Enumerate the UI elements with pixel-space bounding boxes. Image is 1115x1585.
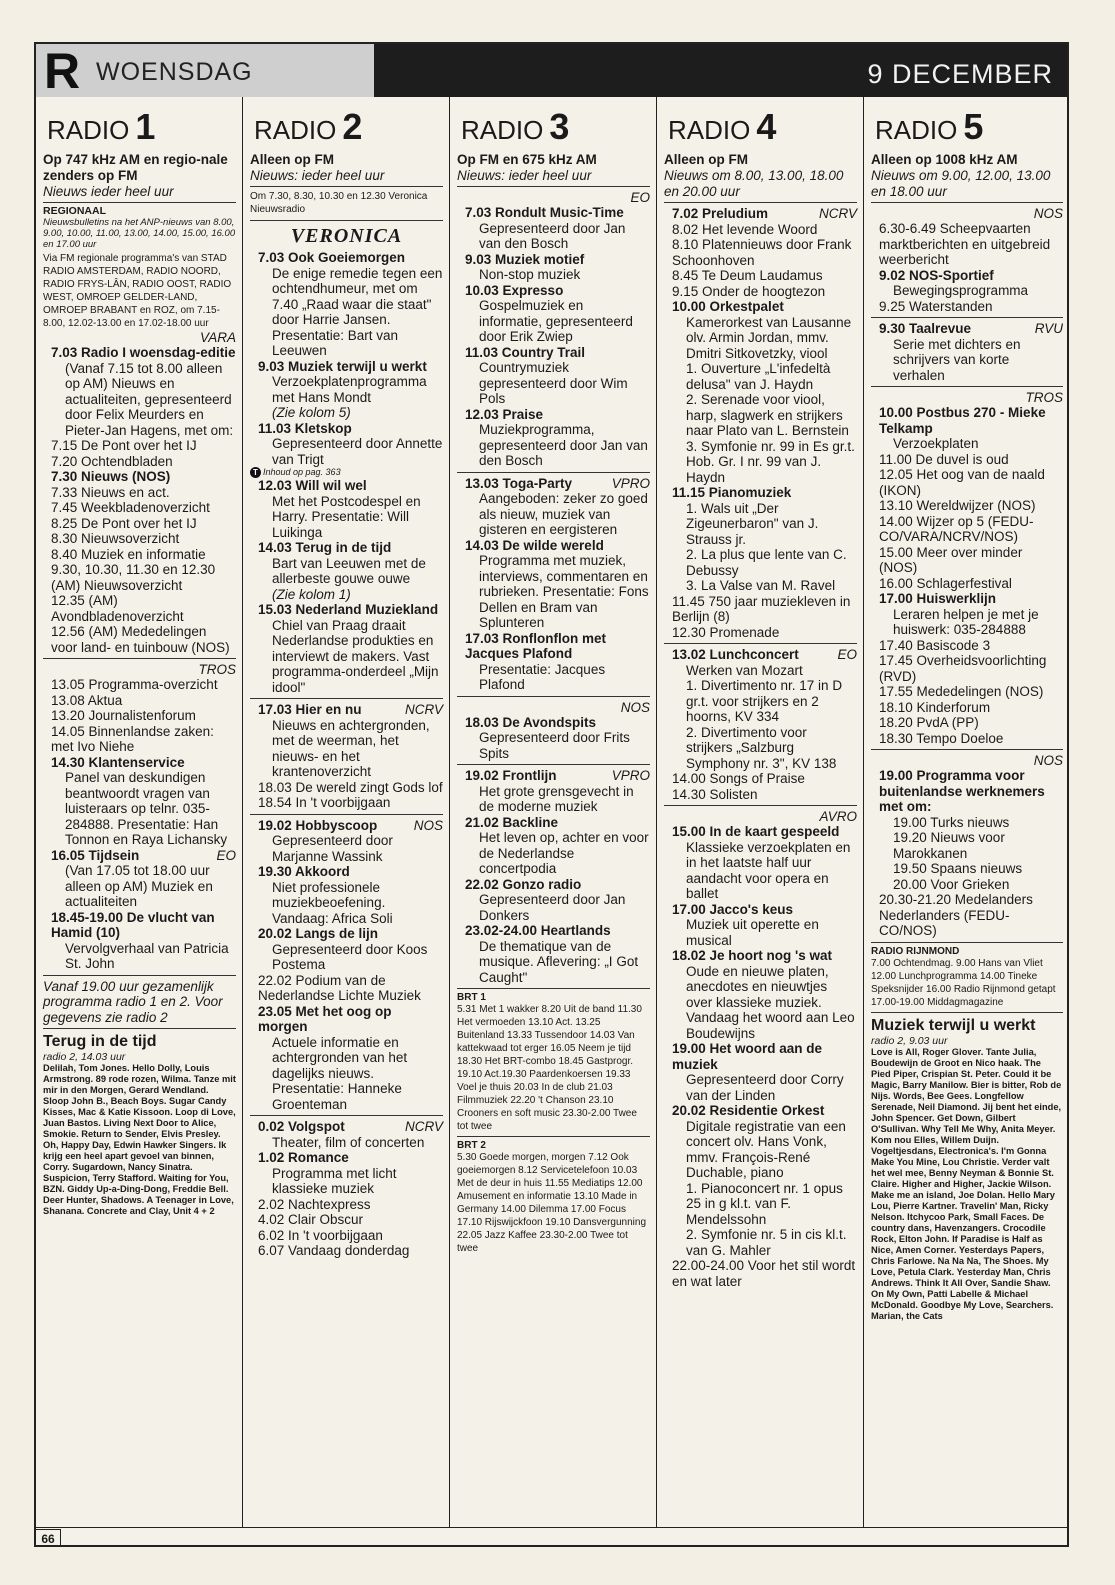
radio-2-frequency: Alleen op FM Nieuws: ieder heel uur xyxy=(250,152,443,187)
programme-entry: 13.05 Programma-overzicht xyxy=(51,677,218,692)
highlight-subtitle: radio 2, 9.03 uur xyxy=(871,1034,948,1047)
radio-1-frequency: Op 747 kHz AM en regio-nale zenders op FM Nieuws ieder heel uur xyxy=(43,152,236,203)
header-date: 9 DECEMBER xyxy=(867,59,1053,89)
programme-entry: 8.10 Platennieuws door Frank Schoonhoven xyxy=(672,237,852,268)
programme-entry: 15.03 Nederland Muziekland Chiel van Praag draait Nederlandse produkties en interviewt de makers. Vast programma-onderdeel „Mijn idool" xyxy=(258,602,439,695)
programme-entry: 16.00 Schlagerfestival xyxy=(879,575,1012,591)
omroep-label: NOS xyxy=(1033,206,1063,221)
programme-entry: 8.45 Te Deum Laudamus xyxy=(672,268,823,283)
column-radio-1 xyxy=(36,97,242,1527)
programme-entry: 11.03 Kletskop Gepresenteerd door Annette van Trigt xyxy=(258,420,443,467)
radio-5-frequency: Alleen op 1008 kHz AM Nieuws om 9.00, 12.00, 13.00 en 18.00 uur xyxy=(871,152,1063,203)
programme-entry: 19.00 Programma voor buitenlandse werknemers met om: 19.00 Turks nieuws 19.20 Nieuws voor Marokkanen 19.50 Spaans nieuws 20.00 Voor Grieken xyxy=(879,768,1045,892)
programme-entry: 22.00-24.00 Voor het stil wordt en wat later xyxy=(672,1258,856,1289)
regionaal-block: REGIONAAL Nieuwsbulletins na het ANP-nieuws van 8.00, 9.00, 10.00, 11.00, 13.00, 14.00, 15.00, 16.00 en 17.00 uur Via FM regionale programma's van STAD RADIO AMSTERDAM, RADIO NOORD, RADIO FRYS-LÂN, RADIO OOST, RADIO WEST, OMROEP GELDER-LAND, OMROEP BRABANT en ROZ, om 7.15-8.00, 12.02-13.00 en 17.02-18.00 uur xyxy=(43,205,236,329)
programme-entry: 16.05 Tijdsein EO (Van 17.05 tot 18.00 uur alleen op AM) Muziek en actualiteiten xyxy=(51,847,236,909)
programme-entry: 12.30 Promenade xyxy=(672,624,780,640)
programme-entry: 18.20 PvdA (PP) xyxy=(879,715,979,730)
radio-1-title: RADIO 1 xyxy=(47,106,156,147)
programme-entry: 4.02 Clair Obscur xyxy=(258,1212,364,1227)
programme-entry: 9.02 NOS-Sportief Bewegingsprogramma xyxy=(879,267,1029,298)
highlight-subtitle: radio 2, 14.03 uur xyxy=(43,1051,126,1063)
programme-entry: 20.02 Langs de lijn Gepresenteerd door Koos Postema xyxy=(258,926,428,972)
radio-2-title: RADIO 2 xyxy=(254,106,363,147)
omroep-label: EO xyxy=(630,190,650,205)
highlight-playlist: Love is All, Roger Glover. Tante Julia, Boudewijn de Groot en Nico haak. The Pied Piper, Crispian St. Peter. Could it be Magic, Barry Manilow. Bier is bitter, Rob de Nijs. Words, Bee Gees. Longfellow Serenade, Neil Diamond. Jij bent het einde, John Spencer. Get Down, Gilbert O'Sullivan. Why Tell Me Why, Anita Meyer. Kom nou Elles, Willem Duijn. Vogeltjesdans, Electronica's. I'm Gonna Make You Mine, Lou Christie. Verder valt het wel mee, Benny Neyman & Bonnie St. Claire. Higher and Higher, Jackie Wilson. Make me an island, Joe Dolan. Hello Mary Lou, Pierre Kartner. Travelin' Man, Ricky Nelson. Itchycoo Park, Small Faces. De country dans, Havenzangers. Crocodile Rock, Elton John. If Paradise is Half as Nice, Amen Corner. Yesterdays Papers, Chris Farlowe. Na Na Na, The Shoes. My Love, Petula Clark. Yesterday Man, Chris Andrews. Think It All Over, Sandie Shaw. On My Own, Patti Labelle & Michael McDonald. Goodbye My Love, Searchers. Marian, the Cats xyxy=(871,1046,1062,1321)
programme-entry: 7.03 Ook Goeiemorgen De enige remedie tegen een ochtendhumeur, met om 7.40 „Raad waar die staat" door Harrie Jansen. Presentatie: Bart van Leeuwen xyxy=(258,250,443,358)
programme-entry: 20.02 Residentie Orkest Digitale registratie van een concert olv. Hans Vonk, mmv. François-René Duchable, piano 1. Pianoconcert nr. 1 opus 25 in g kl.t. van F. Mendelssohn 2. Symfonie nr. 5 in cis kl.t. van G. Mahler xyxy=(672,1103,847,1258)
header-day: WOENSDAG xyxy=(96,58,253,86)
programme-entry: 1.02 Romance Programma met licht klassieke muziek xyxy=(258,1150,397,1196)
page-header xyxy=(36,44,1067,97)
omroep-label: TROS xyxy=(1025,390,1063,405)
programme-entry: 18.02 Je hoort nog 's wat Oude en nieuwe platen, anecdotes en nieuwtjes over klassieke muziek. Vandaag het woord aan Leo Boudewijns xyxy=(672,948,855,1041)
column-radio-5 xyxy=(863,97,1069,1527)
programme-entry: 19.02 Frontlijn VPRO Het grote grensgevecht in de moderne muziek xyxy=(465,768,650,814)
programme-entry: 2.02 Nachtexpress xyxy=(258,1196,371,1212)
programme-entry: 13.03 Toga-Party VPRO Aangeboden: zeker zo goed als nieuw, muziek van gisteren en eergisteren xyxy=(465,475,650,537)
programme-entry: 15.00 Meer over minder (NOS) xyxy=(879,544,1023,575)
programme-entry: 6.07 Vandaag donderdag xyxy=(258,1243,410,1258)
programme-entry: 12.03 Will wil wel Met het Postcodespel en Harry. Presentatie: Will Luikinga xyxy=(258,478,421,540)
column-radio-2 xyxy=(242,97,449,1527)
programme-entry: 14.05 Binnenlandse zaken: met Ivo Niehe xyxy=(51,723,214,754)
programme-entry: 18.54 In 't voorbijgaan xyxy=(258,795,391,810)
programme-entry: 17.45 Overheidsvoorlichting (RVD) xyxy=(879,653,1047,684)
header-r-logo: R xyxy=(44,43,81,99)
programme-entry: 17.40 Basiscode 3 xyxy=(879,637,991,653)
programme-entry: 17.00 Jacco's keus Muziek uit operette en musical xyxy=(672,901,819,948)
bottom-rule xyxy=(36,1527,1067,1528)
programme-entry: 14.30 Klantenservice Panel van deskundigen beantwoordt vragen van luisteraars op telnr. 035-284888. Presentatie: Han Tonnon en Raya Lichansky xyxy=(51,754,228,847)
radio-3-title: RADIO 3 xyxy=(461,106,570,147)
programme-entry: 22.02 Gonzo radio Gepresenteerd door Jan Donkers xyxy=(465,876,626,923)
radio-rijnmond-title: RADIO RIJNMOND xyxy=(871,945,960,957)
programme-entry: 14.03 Terug in de tijd Bart van Leeuwen met de allerbeste gouwe ouwe (Zie kolom 1) xyxy=(258,540,426,602)
programme-entry: 6.30-6.49 Scheepvaarten marktberichten en uitgebreid weerbericht xyxy=(879,221,1051,267)
programme-entry: 17.00 Huiswerklijn Leraren helpen je met je huiswerk: 035-284888 xyxy=(879,591,1039,637)
highlight-title: Muziek terwijl u werkt xyxy=(871,1016,1036,1034)
radio-3-frequency: Op FM en 675 kHz AM Nieuws: ieder heel uur xyxy=(457,152,650,187)
programme-entry: 23.02-24.00 Heartlands De thematique van de musique. Aflevering: „I Got Caught" xyxy=(465,923,639,985)
brt1-title: BRT 1 xyxy=(457,992,486,1003)
programme-entry: 9.25 Waterstanden xyxy=(879,298,993,314)
programme-entry: 13.10 Wereldwijzer (NOS) xyxy=(879,498,1036,513)
highlight-playlist: Delilah, Tom Jones. Hello Dolly, Louis Armstrong. 89 rode rozen, Wilma. Tanze mit mir in den Morgen, Gerard Wendland. Sloop John B., Beach Boys. Sugar Candy Kisses, Mac & Katie Kissoon. Loop di Love, Juan Bastos. Living Next Door to Alice, Smokie. Return to Sender, Elvis Presley. Oh, Happy Day, Edwin Hawker Singers. Ik krijg een heel apart gevoel van binnen, Corry. Sugardown, Nancy Sinatra. Suspicion, Terry Stafford. Waiting for You, BZN. Giddy Up-a-Ding-Dong, Freddie Bell. Deer Hunter, Shadows. A Teenager in Love, Shanana. Concrete and Clay, Unit 4 + 2 xyxy=(43,1063,236,1216)
programme-entry: 12.05 Het oog van de naald (IKON) xyxy=(879,467,1045,498)
tip-reference: T Inhoud op pag. 363 xyxy=(250,467,443,478)
programme-entry: 10.00 Orkestpalet Kamerorkest van Lausanne olv. Armin Jordan, mmv. Dmitri Sitkovetzky, viool 1. Ouverture „L'infedeltà delusa" van J. Haydn 2. Serenade voor viool, harp, slagwerk en strijkers naar Plato van L. Bernstein 3. Symfonie nr. 99 in Es gr.t. Hob. Gr. I nr. 99 van J. Haydn xyxy=(672,299,855,485)
programme-entry: 21.02 Backline Het leven op, achter en voor de Nederlandse concertpodia xyxy=(465,814,649,876)
programme-entry: 19.02 Hobbyscoop NOS Gepresenteerd door Marjanne Wassink xyxy=(258,817,443,864)
radio-4-title: RADIO 4 xyxy=(668,106,777,147)
radio-rijnmond-schedule: 7.00 Ochtendmag. 9.00 Hans van Vliet 12.00 Lunchprogramma 14.00 Tineke Speksnijder 16.00 Radio Rijnmond getapt 17.00-19.00 Middagmagazine xyxy=(871,957,1056,1008)
omroep-label: TROS xyxy=(198,662,236,677)
radio-4-frequency: Alleen op FM Nieuws om 8.00, 13.00, 18.00 en 20.00 uur xyxy=(664,152,857,203)
programme-entry: 17.55 Mededelingen (NOS) xyxy=(879,684,1044,699)
programme-entry: 9.30 Taalrevue RVU Serie met dichters en schrijvers van korte verhalen xyxy=(879,321,1063,383)
veronica-logo: VERONICA xyxy=(290,225,403,247)
programme-entry: 7.03 Rondult Music-Time Gepresenteerd door Jan van den Bosch xyxy=(465,205,626,251)
programme-entry: 15.00 In de kaart gespeeld Klassieke verzoekplaten en in het laatste half uur aandacht voor opera en ballet xyxy=(672,824,851,901)
programme-entry: 17.03 Hier en nu NCRV Nieuws en achtergronden, met de weerman, het nieuws- en het krantenoverzicht xyxy=(258,702,443,779)
veronica-news-note: Om 7.30, 8.30, 10.30 en 12.30 Veronica Nieuwsradio xyxy=(250,190,443,221)
programme-entry: 12.56 (AM) Mededelingen voor land- en tuinbouw (NOS) xyxy=(51,624,230,655)
programme-entry: 17.03 Ronflonflon met Jacques Plafond Presentatie: Jacques Plafond xyxy=(465,630,607,692)
programme-entry: 22.02 Podium van de Nederlandse Lichte Muziek xyxy=(258,972,421,1003)
programme-entry: 18.03 De wereld zingt Gods lof xyxy=(258,779,443,795)
joint-programme-note: Vanaf 19.00 uur gezamenlijk programma radio 1 en 2. Voor gegevens zie radio 2 xyxy=(43,978,223,1025)
programme-entry: 14.00 Wijzer op 5 (FEDU-CO/VARA/NCRV/NOS) xyxy=(879,513,1034,544)
tip-icon: T xyxy=(250,467,261,478)
programme-entry: 9.03 Muziek terwijl u werkt Verzoekplatenprogramma met Hans Mondt (Zie kolom 5) xyxy=(258,358,427,420)
programme-entry: 11.00 De duvel is oud xyxy=(879,451,1009,467)
brt2-schedule: 5.30 Goede morgen, morgen 7.12 Ook goeiemorgen 8.12 Servicetelefoon 10.03 Met de deur in huis 11.55 Mediatips 12.00 Amusement en informatie 13.10 Made in Germany 14.00 Dilemma 17.00 Focus 17.10 Rijswijckfoon 19.10 Dansvergunning 22.05 Jazz Kaffee 23.30-2.00 Twee tot twee xyxy=(457,1152,647,1254)
programme-entry: 7.02 Preludium NCRV xyxy=(672,206,857,221)
programme-entry: 11.15 Pianomuziek 1. Wals uit „Der Zigeunerbaron" van J. Strauss jr. 2. La plus que lente van C. Debussy 3. La Valse van M. Ravel xyxy=(672,485,847,593)
programme-entry: 11.45 750 jaar muziekleven in Berlijn (8) xyxy=(672,593,851,624)
programme-page xyxy=(34,42,1069,1547)
omroep-label: AVRO xyxy=(819,809,857,824)
programme-entry: 12.03 Praise Muziekprogramma, gepresenteerd door Jan van den Bosch xyxy=(465,406,648,468)
column-radio-4 xyxy=(656,97,863,1527)
omroep-label: NOS xyxy=(620,699,650,715)
programme-entry: 20.30-21.20 Medelanders Nederlanders (FEDU-CO/NOS) xyxy=(879,892,1033,938)
programme-entry: 18.03 De Avondspits Gepresenteerd door Frits Spits xyxy=(465,714,630,761)
programme-entry: 23.05 Met het oog op morgen Actuele informatie en achtergronden van het dagelijks nieuws. Presentatie: Hanneke Groenteman xyxy=(258,1003,408,1112)
programme-entry: 19.00 Het woord aan de muziek Gepresenteerd door Corry van der Linden xyxy=(672,1041,844,1103)
programme-entry: 6.02 In 't voorbijgaan xyxy=(258,1227,383,1243)
programme-entry: 10.00 Postbus 270 - Mieke Telkamp Verzoekplaten xyxy=(879,405,1046,451)
programme-entry: 18.30 Tempo Doeloe xyxy=(879,730,1004,746)
programme-entry: 14.03 De wilde wereld Programma met muziek, interviews, commentaren en rubrieken. Presentatie: Fons Dellen en Bram van Splunteren xyxy=(465,537,649,630)
programme-entry: 8.02 Het levende Woord xyxy=(672,221,818,237)
brt1-schedule: 5.31 Met 1 wakker 8.20 Uit de band 11.30 Het vermoeden 13.10 Act. 13.25 Buitenland 13.33 Tussendoor 14.03 Van kattekwaad tot erger 16.05 Neem je tijd 18.30 Het BRT-combo 18.45 Gastprogr. 19.10 Act.19.30 Paardenkoersen 19.33 Voel je thuis 20.03 In de club 21.03 Filmmuziek 22.20 't Chanson 23.10 Crooners en soft music 23.30-2.00 Twee tot twee xyxy=(457,1004,642,1132)
programme-entry: 9.03 Muziek motief Non-stop muziek xyxy=(465,251,585,282)
highlight-title: Terug in de tijd xyxy=(43,1033,157,1050)
programme-entry: 9.15 Onder de hoogtezon xyxy=(672,283,826,299)
programme-entry: 18.45-19.00 De vlucht van Hamid (10) Vervolgverhaal van Patricia St. John xyxy=(51,909,229,971)
page-number: 66 xyxy=(36,1529,61,1547)
programme-entry: 11.03 Country Trail Countrymuziek gepresenteerd door Wim Pols xyxy=(465,344,628,406)
programme-entry: 10.03 Expresso Gospelmuziek en informatie, gepresenteerd door Erik Zwiep xyxy=(465,282,633,344)
programme-entry: 14.00 Songs of Praise xyxy=(672,771,805,786)
programme-entry: 13.20 Journalistenforum xyxy=(51,708,196,723)
programme-entry: 13.08 Aktua xyxy=(51,692,123,708)
programme-entry: 14.30 Solisten xyxy=(672,786,758,802)
omroep-label: VARA xyxy=(199,330,236,345)
omroep-label: NOS xyxy=(1033,753,1063,768)
programme-entry: 13.02 Lunchconcert EO Werken van Mozart 1. Divertimento nr. 17 in D gr.t. voor strijkers en 2 hoorns, KV 334 2. Divertimento voor strijkers „Salzburg Symphony nr. 3", KV 138 xyxy=(672,647,857,771)
brt2-title: BRT 2 xyxy=(457,1140,486,1151)
programme-entry: 7.03 Radio I woensdag-editie (Vanaf 7.15 tot 8.00 alleen op AM) Nieuws en actualiteiten, gepresenteerd door Felix Meurders en Pieter-Jan Hagens, met om: 7.15 De Pont over het IJ 7.20 Ochtendbladen 7.30 Nieuws (NOS) 7.33 Nieuws en act. 7.45 Weekbladenoverzicht 8.25 De Pont over het IJ 8.30 Nieuwsoverzicht 8.40 Muziek en informatie 9.30, 10.30, 11.30 en 12.30 (AM) Nieuwsoverzicht 12.35 (AM) Avondbladenoverzicht xyxy=(51,345,236,624)
column-radio-3 xyxy=(449,97,656,1527)
programme-entry: 0.02 Volgspot NCRV Theater, film of concerten xyxy=(258,1119,443,1150)
programme-entry: 18.10 Kinderforum xyxy=(879,699,991,715)
programme-entry: 19.30 Akkoord Niet professionele muziekbeoefening. Vandaag: Africa Soli xyxy=(258,864,393,926)
header-day-block xyxy=(36,44,374,97)
radio-5-title: RADIO 5 xyxy=(875,106,984,147)
